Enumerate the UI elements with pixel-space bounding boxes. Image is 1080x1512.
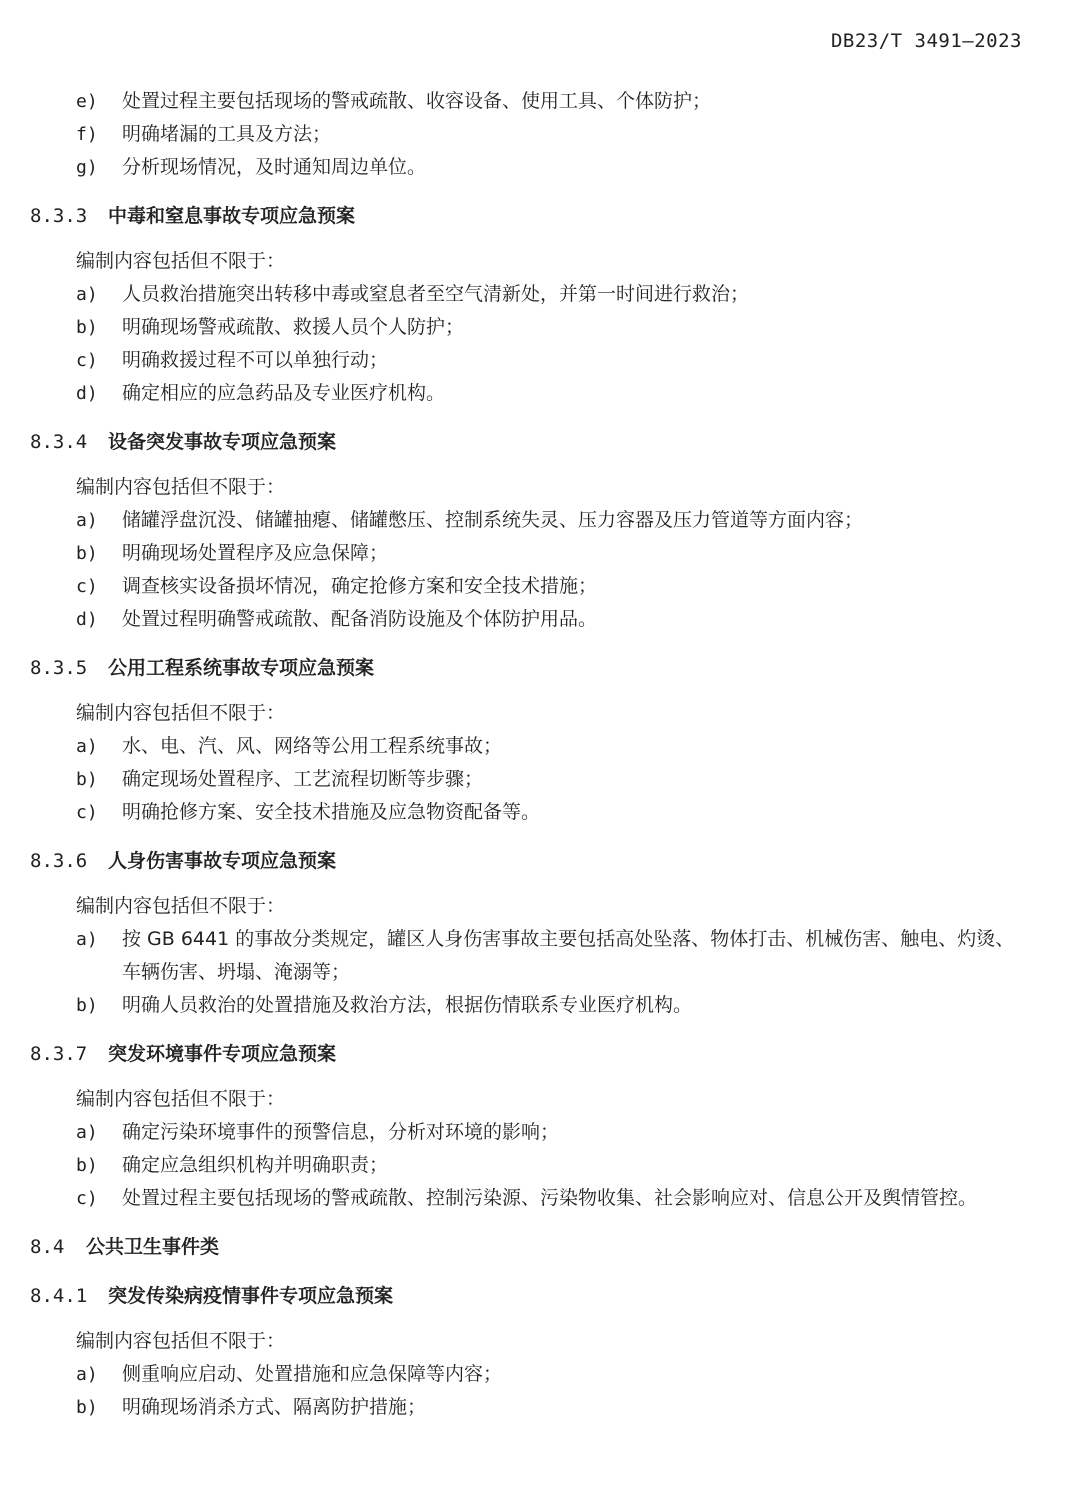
item-text: 按 GB 6441 的事故分类规定，罐区人身伤害事故主要包括高处坠落、物体打击、机械伤害、触电、灼烫、车辆伤害、坍塌、淹溺等； xyxy=(122,928,1015,983)
item-marker: d) xyxy=(76,383,98,404)
list-item xyxy=(0,796,1080,829)
section-title: 人身伤害事故专项应急预案 xyxy=(108,850,337,872)
item-text: 明确救援过程不可以单独行动； xyxy=(122,349,389,371)
document-body xyxy=(0,85,1080,1424)
item-marker: c) xyxy=(76,576,98,597)
list-item xyxy=(0,763,1080,796)
section-heading-8-4-1 xyxy=(0,1280,1080,1313)
section-number: 8.3.3 xyxy=(30,205,88,227)
item-text: 明确现场处置程序及应急保障； xyxy=(122,542,389,564)
list-item xyxy=(0,311,1080,344)
list-item xyxy=(0,730,1080,763)
section-title: 公用工程系统事故专项应急预案 xyxy=(108,657,375,679)
list-item xyxy=(0,1149,1080,1182)
item-text: 分析现场情况，及时通知周边单位。 xyxy=(122,156,427,178)
list-item xyxy=(0,1182,1080,1215)
list-item xyxy=(0,1358,1080,1391)
item-marker: e) xyxy=(76,91,98,112)
list-item xyxy=(0,1116,1080,1149)
item-text: 明确现场警戒疏散、救援人员个人防护； xyxy=(122,316,465,338)
item-text: 确定现场处置程序、工艺流程切断等步骤； xyxy=(122,768,484,790)
section-intro: 编制内容包括但不限于： xyxy=(76,250,286,272)
list-item xyxy=(0,377,1080,410)
section-title: 公共卫生事件类 xyxy=(86,1236,220,1258)
item-marker: a) xyxy=(76,284,98,305)
item-text: 水、电、汽、风、网络等公用工程系统事故； xyxy=(122,735,503,757)
item-marker: c) xyxy=(76,802,98,823)
section-intro: 编制内容包括但不限于： xyxy=(76,1330,286,1352)
section-heading-8-3-7 xyxy=(0,1038,1080,1071)
item-text: 侧重响应启动、处置措施和应急保障等内容； xyxy=(122,1363,503,1385)
section-title: 设备突发事故专项应急预案 xyxy=(108,431,337,453)
item-text: 确定相应的应急药品及专业医疗机构。 xyxy=(122,382,446,404)
list-item xyxy=(0,989,1080,1022)
section-title: 突发环境事件专项应急预案 xyxy=(108,1043,337,1065)
item-marker: a) xyxy=(76,736,98,757)
item-marker: a) xyxy=(76,510,98,531)
item-marker: g) xyxy=(76,157,98,178)
section-number: 8.4 xyxy=(30,1236,65,1258)
section-intro: 编制内容包括但不限于： xyxy=(76,702,286,724)
item-marker: d) xyxy=(76,609,98,630)
item-marker: b) xyxy=(76,1397,98,1418)
item-text: 明确人员救治的处置措施及救治方法，根据伤情联系专业医疗机构。 xyxy=(122,994,693,1016)
section-number: 8.3.4 xyxy=(30,431,88,453)
list-item xyxy=(0,504,1080,537)
list-item xyxy=(0,85,1080,118)
section-intro: 编制内容包括但不限于： xyxy=(76,1088,286,1110)
document-code: DB23/T 3491—2023 xyxy=(830,30,1022,52)
section-number: 8.4.1 xyxy=(30,1285,88,1307)
section-heading-8-3-4 xyxy=(0,426,1080,459)
item-marker: a) xyxy=(76,929,98,950)
list-item xyxy=(0,1391,1080,1424)
section-title: 突发传染病疫情事件专项应急预案 xyxy=(108,1285,394,1307)
item-marker: f) xyxy=(76,124,98,145)
item-marker: b) xyxy=(76,317,98,338)
item-marker: c) xyxy=(76,1188,98,1209)
item-text: 确定污染环境事件的预警信息，分析对环境的影响； xyxy=(122,1121,560,1143)
section-intro: 编制内容包括但不限于： xyxy=(76,476,286,498)
item-marker: b) xyxy=(76,1155,98,1176)
item-marker: b) xyxy=(76,769,98,790)
list-item xyxy=(0,118,1080,151)
continued-list xyxy=(0,85,1080,184)
section-title: 中毒和窒息事故专项应急预案 xyxy=(108,205,356,227)
item-text: 明确抢修方案、安全技术措施及应急物资配备等。 xyxy=(122,801,541,823)
item-marker: a) xyxy=(76,1364,98,1385)
list-item xyxy=(0,151,1080,184)
section-intro: 编制内容包括但不限于： xyxy=(76,895,286,917)
item-text: 人员救治措施突出转移中毒或窒息者至空气清新处，并第一时间进行救治； xyxy=(122,283,750,305)
list-item xyxy=(0,278,1080,311)
item-marker: b) xyxy=(76,995,98,1016)
list-item xyxy=(0,344,1080,377)
section-heading-8-3-5 xyxy=(0,652,1080,685)
item-text: 处置过程明确警戒疏散、配备消防设施及个体防护用品。 xyxy=(122,608,598,630)
section-number: 8.3.7 xyxy=(30,1043,88,1065)
item-marker: b) xyxy=(76,543,98,564)
section-heading-8-4 xyxy=(0,1231,1080,1264)
list-item xyxy=(0,537,1080,570)
item-text: 调查核实设备损坏情况，确定抢修方案和安全技术措施； xyxy=(122,575,598,597)
item-marker: c) xyxy=(76,350,98,371)
item-text: 明确堵漏的工具及方法； xyxy=(122,123,332,145)
section-number: 8.3.5 xyxy=(30,657,88,679)
item-text: 处置过程主要包括现场的警戒疏散、收容设备、使用工具、个体防护； xyxy=(122,90,712,112)
section-heading-8-3-6 xyxy=(0,845,1080,878)
item-text: 确定应急组织机构并明确职责； xyxy=(122,1154,389,1176)
item-text: 明确现场消杀方式、隔离防护措施； xyxy=(122,1396,427,1418)
item-text: 储罐浮盘沉没、储罐抽瘪、储罐憋压、控制系统失灵、压力容器及压力管道等方面内容； xyxy=(122,509,864,531)
section-number: 8.3.6 xyxy=(30,850,88,872)
item-marker: a) xyxy=(76,1122,98,1143)
item-text: 处置过程主要包括现场的警戒疏散、控制污染源、污染物收集、社会影响应对、信息公开及舆情管控。 xyxy=(122,1187,978,1209)
list-item xyxy=(0,603,1080,636)
list-item xyxy=(0,570,1080,603)
list-item xyxy=(0,923,1080,989)
section-heading-8-3-3 xyxy=(0,200,1080,233)
